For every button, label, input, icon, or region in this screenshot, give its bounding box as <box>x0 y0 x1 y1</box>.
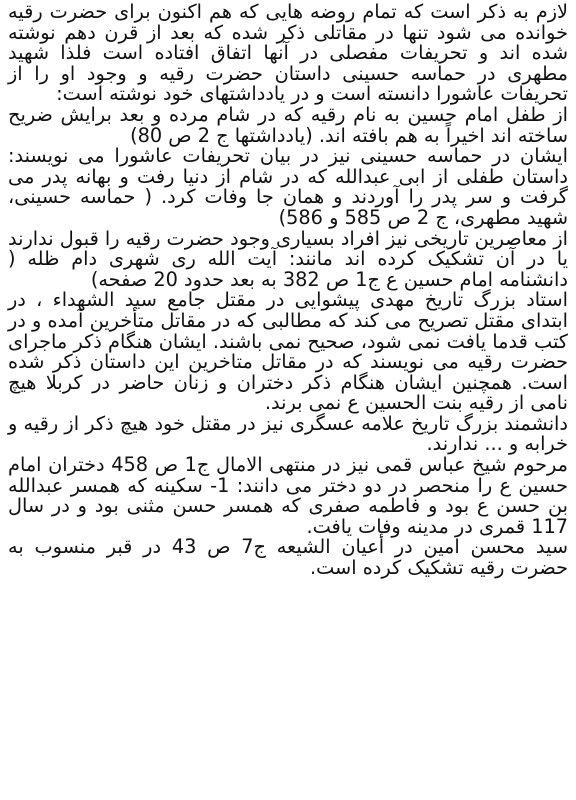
paragraph-pishvai: استاد بزرگ تاریخ مهدی پیشوایی در مقتل جامع سید الشهداء ، در ابتدای مقتل تصریح می کند که مطالبی که در مقاتل متأخرین آمده و در کتب قدما یافت نمی شود، صحیح نمی باشند. ایشان هنگام ذکر ماجرای حضرت رقیه می نویسند که در مقاتل متاخرین این داستان ذکر شده است. همچنین ایشان هنگام ذکر دختران و زنان حاضر در کربلا هیچ نامی از رقیه بنت الحسین ع نمی برند. <box>8 288 568 415</box>
paragraph-qomi: مرحوم شیخ عباس قمی نیز در منتهی الامال ج1 ص 458 دختران امام حسین ع را منحصر در دو دختر می دانند: 1- سکینه که همسر عبدالله بن حسن ع بود و فاطمه صفری که همسر حسن مثنی بود و در سال 117 قمری در مدینه وفات یافت. <box>8 453 569 538</box>
paragraph-askari: دانشمند بزرگ تاریخ علامه عسگری نیز در مقتل خود هیچ ذکر از رقیه و خرابه و ... ندارند. <box>8 411 568 456</box>
paragraph-intro: لازم به ذکر است که تمام روضه هایی که هم اکنون برای حضرت رقیه خوانده می شود تنها در مقاتلی ذکر شده که بعد از قرن دهم نوشته شده اند و تحریفات مفصلی در آنها اتفاق افتاده است فلذا شهید مطهری در حماسه حسینی داستان حضرت رقیه و وجود او را از تحریفات عاشورا دانسته است و در یادداشتهای خود نوشته است: <box>8 0 568 106</box>
paragraph-amin: سید محسن امین در أعیان الشیعه ج7 ص 43 در قبر منسوب به حضرت رقیه تشکیک کرده است. <box>8 535 568 580</box>
paragraph-quote-notes: از طفل امام حسین به نام رقیه که در شام مرده و بعد برایش ضریح ساخته اند اخیراً به هم بافته اند. (یادداشتها ج 2 ص 80) <box>8 102 568 147</box>
paragraph-contemporaries: از معاصرین تاریخی نیز افراد بسیاری وجود حضرت رقیه را قبول ندارند یا در آن تشکیک کرده اند مانند: آیت الله ری شهری دام ظله ( دانشنامه امام حسین ع ج1 ص 382 به بعد حدود 20 صفحه) <box>8 226 568 291</box>
paragraph-hamase-hosseini: ایشان در حماسه حسینی نیز در بیان تحریفات عاشورا می نویسند: داستان طفلی از ابی عبدالله که در شام از دنیا رفت و بهانه پدر می گرفت و سر پدر را آوردند و همان جا وفات کرد. ( حماسه حسینی، شهید مطهری، ج 2 ص 585 و 586) <box>8 144 568 229</box>
